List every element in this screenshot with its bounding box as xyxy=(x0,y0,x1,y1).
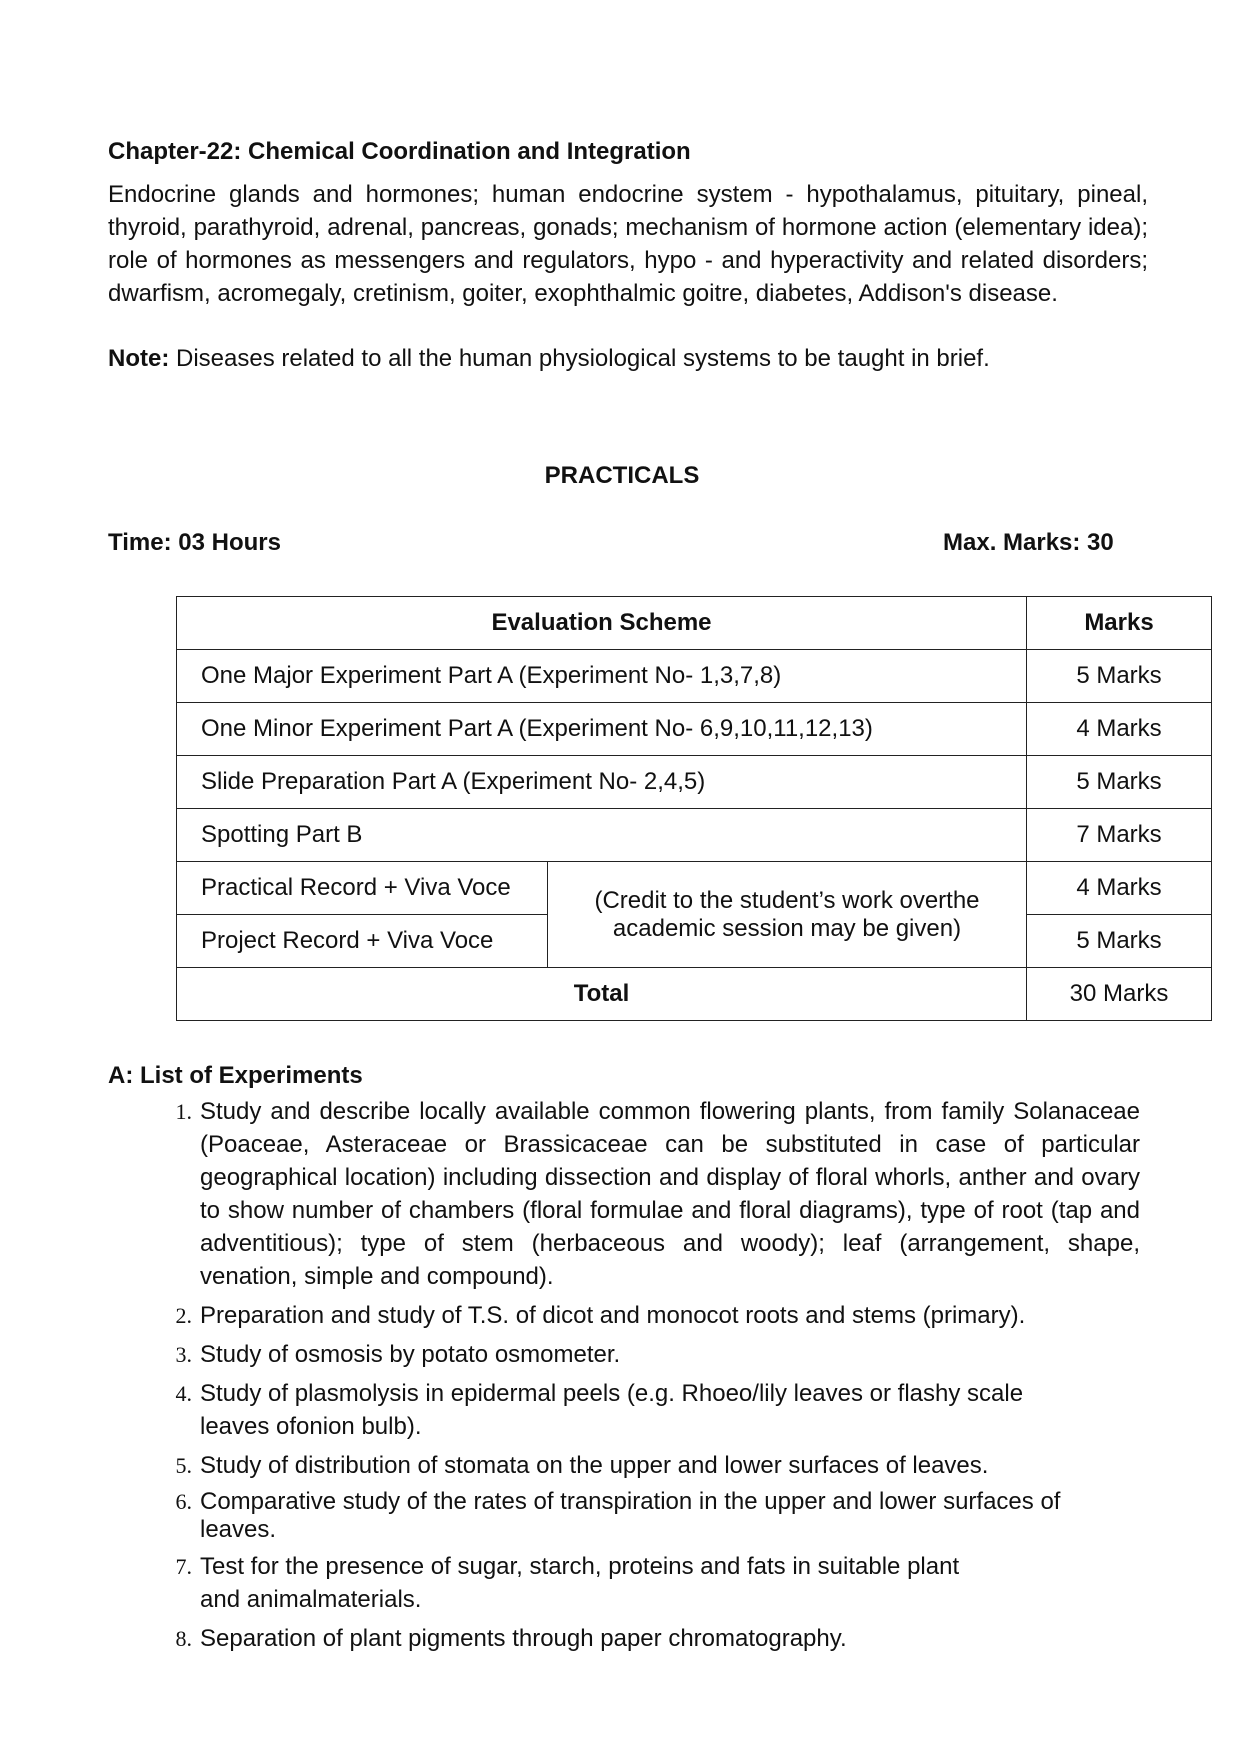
row-item: One Minor Experiment Part A (Experiment No- 6,9,10,11,12,13) xyxy=(177,703,1027,756)
practicals-heading: PRACTICALS xyxy=(544,462,700,489)
exam-time: Time: 03 Hours xyxy=(108,529,281,556)
chapter-title: Chapter-22: Chemical Coordination and Integration xyxy=(108,138,691,165)
max-marks: Max. Marks: 30 xyxy=(943,529,1114,556)
experiments-title: A: List of Experiments xyxy=(108,1062,363,1089)
item-text: Study of osmosis by potato osmometer. xyxy=(200,1341,621,1368)
table-row xyxy=(177,862,1212,915)
item-text: Preparation and study of T.S. of dicot and monocot roots and stems (primary). xyxy=(200,1302,1026,1329)
experiments-list xyxy=(175,1095,1140,1661)
item-text: Study and describe locally available common flowering plants, from family Solanaceae (Poaceae, Asteraceae or Brassicaceae can be substituted in case of particular geographical location) including dissection and display of floral whorls, anther and ovary to show number of chambers (floral formulae and floral diagrams), type of root (tap and adventitious); type of stem (herbaceous and woody); leaf (arrangement, shape, venation, simple and compound). xyxy=(200,1098,1140,1290)
total-marks: 30 Marks xyxy=(1027,968,1212,1021)
list-item xyxy=(175,1338,1140,1371)
row-item: Slide Preparation Part A (Experiment No- 2,4,5) xyxy=(177,756,1027,809)
item-number: 8. xyxy=(175,1626,192,1651)
item-text: Test for the presence of sugar, starch, proteins and fats in suitable plant and animalmaterials. xyxy=(200,1553,960,1613)
table-total-row xyxy=(177,968,1212,1021)
list-item xyxy=(175,1299,1140,1332)
list-item xyxy=(175,1550,1000,1616)
row-item: Spotting Part B xyxy=(177,809,1027,862)
item-text: Comparative study of the rates of transpiration in the upper and lower surfaces of leaves. xyxy=(200,1488,1061,1543)
note-text: Diseases related to all the human physiological systems to be taught in brief. xyxy=(169,345,990,372)
note-label: Note: xyxy=(108,345,170,372)
header-marks: Marks xyxy=(1027,597,1212,650)
item-number: 5. xyxy=(175,1453,192,1478)
item-number: 1. xyxy=(175,1099,192,1124)
header-evaluation-scheme: Evaluation Scheme xyxy=(177,597,1027,650)
row-marks: 5 Marks xyxy=(1027,756,1212,809)
row-item: One Major Experiment Part A (Experiment No- 1,3,7,8) xyxy=(177,650,1027,703)
list-item xyxy=(175,1095,1140,1293)
row-marks: 5 Marks xyxy=(1027,650,1212,703)
evaluation-table xyxy=(176,596,1212,1021)
row-marks: 4 Marks xyxy=(1027,862,1212,915)
table-row xyxy=(177,756,1212,809)
list-item xyxy=(175,1449,1140,1482)
row-item: Project Record + Viva Voce xyxy=(177,915,548,968)
item-number: 4. xyxy=(175,1381,192,1406)
list-item xyxy=(175,1622,1140,1655)
row-item: Practical Record + Viva Voce xyxy=(177,862,548,915)
list-item xyxy=(175,1488,1140,1544)
chapter-paragraph: Endocrine glands and hormones; human endocrine system - hypothalamus, pituitary, pineal, thyroid, parathyroid, adrenal, pancreas, gonads; mechanism of hormone action (elementary idea); role of hormones as messengers and regulators, hypo - and hyperactivity and related disorders; dwarfism, acromegaly, cretinism, goiter, exophthalmic goitre, diabetes, Addison's disease. xyxy=(108,181,1148,307)
total-label: Total xyxy=(177,968,1027,1021)
row-marks: 4 Marks xyxy=(1027,703,1212,756)
table-header-row xyxy=(177,597,1212,650)
item-text: Separation of plant pigments through paper chromatography. xyxy=(200,1625,847,1652)
item-number: 2. xyxy=(175,1303,192,1328)
note xyxy=(108,345,990,373)
table-row xyxy=(177,703,1212,756)
credit-note: (Credit to the student’s work overthe academic session may be given) xyxy=(548,862,1027,968)
row-marks: 7 Marks xyxy=(1027,809,1212,862)
row-marks: 5 Marks xyxy=(1027,915,1212,968)
item-number: 7. xyxy=(175,1554,192,1579)
table-row xyxy=(177,809,1212,862)
table-row xyxy=(177,650,1212,703)
item-text: Study of distribution of stomata on the upper and lower surfaces of leaves. xyxy=(200,1452,989,1479)
item-number: 6. xyxy=(175,1489,192,1514)
item-text: Study of plasmolysis in epidermal peels (e.g. Rhoeo/lily leaves or flashy scale leaves ofonion bulb). xyxy=(200,1380,1024,1440)
list-item xyxy=(175,1377,1030,1443)
item-number: 3. xyxy=(175,1342,192,1367)
